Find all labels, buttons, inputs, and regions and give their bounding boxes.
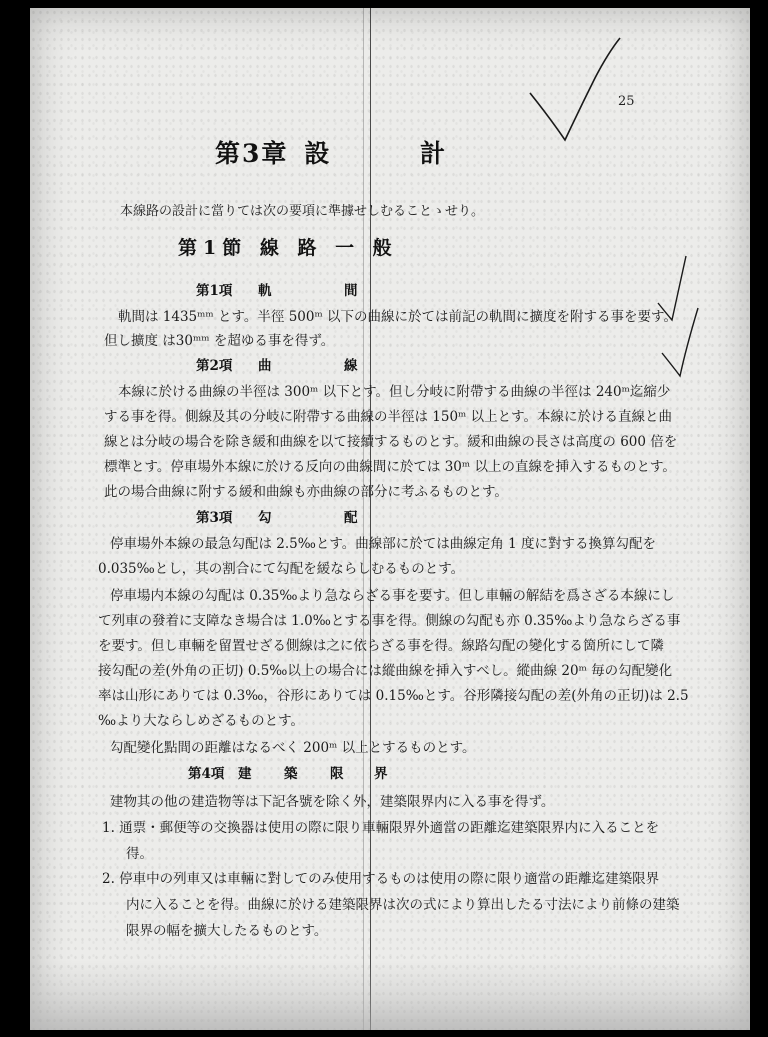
item-3-title-a: 勾 <box>258 510 272 526</box>
clearance-line-5: 内に入ることを得。曲線に於ける建築限界は次の式により算出したる寸法により前條の建築 <box>126 897 680 913</box>
grade-line-9: 勾配變化點間の距離はなるべく 200ᵐ 以上とするものとす。 <box>110 740 476 756</box>
curve-line-5: 此の場合曲線に附する緩和曲線も亦曲線の部分に考ふるものとす。 <box>104 484 508 500</box>
item-1-label: 第1項 <box>196 283 233 299</box>
item-4-title-a: 建 <box>238 766 252 782</box>
item-4-title-d: 界 <box>374 766 388 782</box>
curve-line-2: する事を得。側線及其の分岐に附帶する曲線の半徑は 150ᵐ 以上とす。本線に於ける直線と曲 <box>104 409 673 425</box>
curve-line-4: 標準とす。停車場外本線に於ける反向の曲線間に於ては 30ᵐ 以上の直線を挿入するものとす。 <box>104 459 676 475</box>
grade-line-1: 停車場外本線の最急勾配は 2.5‰とす。曲線部に於ては曲線定角 1 度に對する換算勾配を <box>110 536 656 552</box>
clearance-line-6: 限界の幅を擴大したるものとす。 <box>126 923 328 939</box>
grade-line-5: を要す。但し車輛を留置せざる側線は之に依らざる事を得。線路勾配の變化する箇所にして隣 <box>98 638 664 654</box>
clearance-line-1: 建物其の他の建造物等は下記各號を除く外，建築限界内に入る事を得ず。 <box>110 794 555 810</box>
curve-line-3: 線とは分岐の場合を除き緩和曲線を以て接續するものとす。緩和曲線の長さは高度の 600 倍を <box>104 434 678 450</box>
grade-line-8: ‰より大ならしめざるものとす。 <box>98 713 305 729</box>
item-3-label: 第3項 <box>196 510 233 526</box>
clearance-line-2: 1. 通票・郵便等の交換器は使用の際に限り車輛限界外適當の距離迄建築限界内に入ることを <box>102 820 660 836</box>
chapter-title-second: 計 <box>420 139 446 168</box>
grade-line-3: 停車場内本線の勾配は 0.35‰より急ならざる事を要す。但し車輛の解結を爲さざる本線にし <box>110 588 675 604</box>
gauge-line-1: 軌間は 1435ᵐᵐ とす。半徑 500ᵐ 以下の曲線に於ては前記の軌間に擴度を附する事を要す。 <box>118 309 677 325</box>
clearance-line-3: 得。 <box>126 846 153 862</box>
item-2-label: 第2項 <box>196 358 233 374</box>
item-4-title-b: 築 <box>284 766 298 782</box>
page-number: 25 <box>618 94 635 109</box>
item-1-title-b: 間 <box>344 283 358 299</box>
document-page <box>30 8 750 1030</box>
clearance-line-4: 2. 停車中の列車又は車輛に對してのみ使用するものは使用の際に限り適當の距離迄建築限界 <box>102 871 660 887</box>
intro-paragraph: 本線路の設計に當りては次の要項に準據せしむることゝせり。 <box>120 204 485 219</box>
grade-line-4: て列車の發着に支障なき場合は 1.0‰とする事を得。側線の勾配も亦 0.35‰より急ならざる事 <box>98 613 681 629</box>
item-4-title-c: 限 <box>330 766 344 782</box>
gauge-line-2: 但し擴度 は30ᵐᵐ を超ゆる事を得ず。 <box>104 333 335 349</box>
chapter-number: 第3章 <box>215 139 289 168</box>
item-2-title-a: 曲 <box>258 358 272 374</box>
item-2-title-b: 線 <box>344 358 358 374</box>
chapter-title-first: 設 <box>304 139 330 168</box>
item-3-title-b: 配 <box>344 510 358 526</box>
chapter-title <box>215 134 446 170</box>
section-title: 第1節 線 路 一 般 <box>178 237 398 259</box>
scan-bottom-shadow <box>30 960 750 1030</box>
grade-line-7: 率は山形にありては 0.3‰，谷形にありては 0.15‰とす。谷形隣接勾配の差(外角の正切)は 2.5 <box>98 688 689 704</box>
grade-line-2: 0.035‰とし，其の割合にて勾配を緩ならしむるものとす。 <box>98 561 465 577</box>
grade-line-6: 接勾配の差(外角の正切) 0.5‰以上の場合には縱曲線を挿入すべし。縱曲線 20ᵐ 毎の勾配變化 <box>98 663 673 679</box>
item-1-title-a: 軌 <box>258 283 272 299</box>
item-4-label: 第4項 <box>188 766 225 782</box>
curve-line-1: 本線に於ける曲線の半徑は 300ᵐ 以下とす。但し分岐に附帶する曲線の半徑は 240ᵐ迄縮少 <box>118 384 671 400</box>
